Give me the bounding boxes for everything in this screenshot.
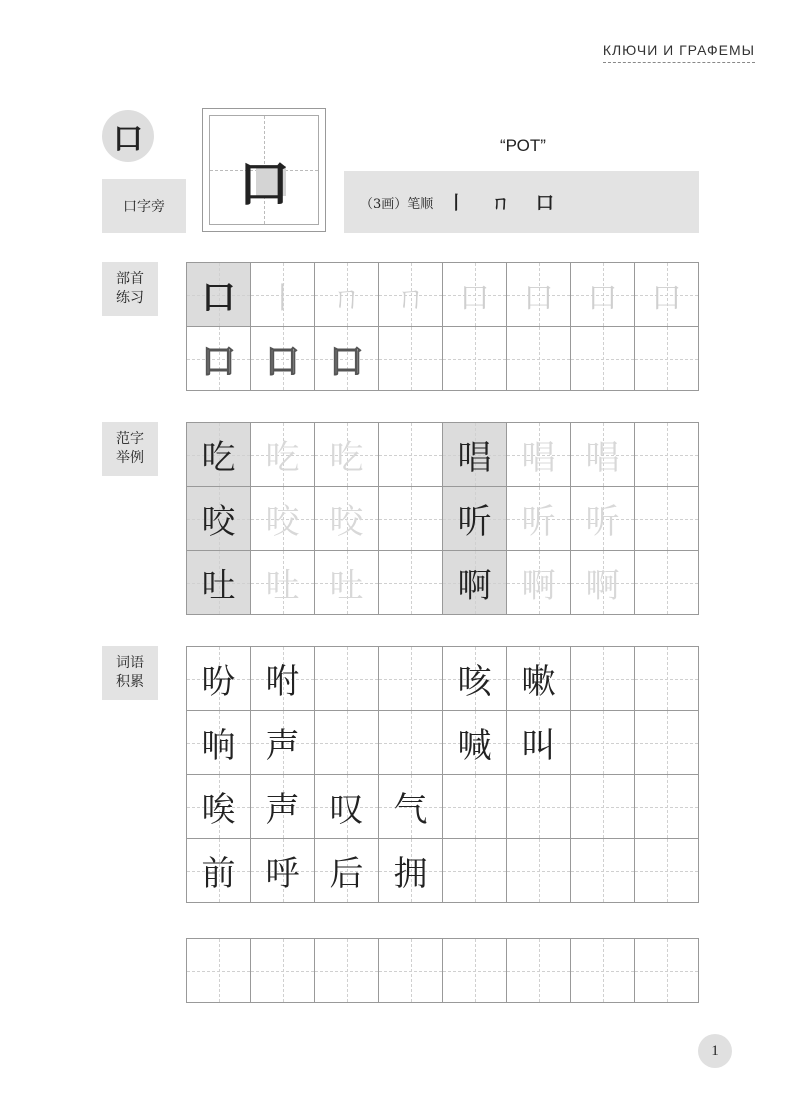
example-cell-trace (315, 423, 379, 487)
radical-glyph-large: 口 (237, 154, 290, 215)
example-cell-trace (251, 487, 315, 551)
vocabulary-cell (315, 775, 379, 839)
cell-character: 叹 (329, 790, 364, 830)
radical-name: 口字旁 (123, 199, 165, 215)
practice-cell-main (187, 263, 251, 327)
cell-character: 啊 (457, 566, 492, 606)
cell-character: 响 (201, 726, 236, 766)
vocabulary-cell-empty (315, 647, 379, 711)
blank-practice-grid (186, 938, 699, 1003)
blank-cell (507, 939, 571, 1003)
vocabulary-cell (187, 647, 251, 711)
vocabulary-cell-empty (443, 775, 507, 839)
example-cell-empty (379, 487, 443, 551)
practice-cell-outline (315, 327, 379, 391)
radical-practice-grid (186, 262, 699, 391)
cell-character: 气 (393, 790, 428, 830)
example-cell-trace (507, 487, 571, 551)
cell-character: 口 (459, 280, 490, 316)
cell-character: 啊 (521, 566, 556, 606)
cell-character: 吐 (201, 566, 236, 606)
cell-character: 咳 (457, 662, 492, 702)
example-cell-main (443, 551, 507, 615)
cell-character: 声 (265, 726, 300, 766)
cell-character: 吃 (265, 438, 300, 478)
cell-character: 咬 (265, 502, 300, 542)
cell-character: ㄇ (395, 280, 426, 316)
practice-cell-empty (571, 327, 635, 391)
blank-cell (635, 939, 699, 1003)
stroke-order-bar (344, 171, 699, 233)
practice-cell-stroke (315, 263, 379, 327)
vocabulary-cell-empty (571, 711, 635, 775)
cell-character: 拥 (393, 854, 428, 894)
example-cell-main (187, 551, 251, 615)
example-cell-empty (379, 423, 443, 487)
cell-character: 唉 (201, 790, 236, 830)
cell-character: 唱 (457, 438, 492, 478)
example-cell-trace (251, 423, 315, 487)
practice-cell-stroke (251, 263, 315, 327)
practice-cell-stroke (571, 263, 635, 327)
vocabulary-cell-empty (507, 775, 571, 839)
cell-character: 叫 (521, 726, 556, 766)
vocabulary-cell-empty (635, 647, 699, 711)
vocabulary-cell (251, 775, 315, 839)
cell-character: 咐 (265, 662, 300, 702)
blank-cell (251, 939, 315, 1003)
example-cell-empty (635, 423, 699, 487)
vocabulary-cell (443, 711, 507, 775)
vocabulary-cell-empty (571, 839, 635, 903)
practice-cell-stroke (507, 263, 571, 327)
page-number: 1 (698, 1034, 732, 1068)
section-label-examples: 范字 举例 (102, 422, 158, 476)
vocabulary-cell-empty (571, 647, 635, 711)
cell-character: 丨 (267, 280, 298, 316)
radical-character: 口 (113, 122, 143, 157)
cell-character: 口 (201, 342, 236, 382)
blank-cell (187, 939, 251, 1003)
example-cell-trace (315, 551, 379, 615)
cell-character: 唱 (521, 438, 556, 478)
cell-character: 声 (265, 790, 300, 830)
blank-cell (443, 939, 507, 1003)
example-cell-trace (571, 551, 635, 615)
cell-character: 啊 (585, 566, 620, 606)
vocabulary-cell-empty (315, 711, 379, 775)
cell-character: 咬 (329, 502, 364, 542)
practice-cell-empty (507, 327, 571, 391)
vocabulary-cell-empty (379, 647, 443, 711)
vocabulary-cell (251, 711, 315, 775)
cell-character: 口 (329, 342, 364, 382)
vocabulary-cell (251, 839, 315, 903)
stroke-count-label: （3画）笔顺 (360, 196, 434, 212)
cell-character: 听 (457, 502, 492, 542)
practice-cell-outline (251, 327, 315, 391)
vocabulary-cell (507, 711, 571, 775)
example-cell-trace (571, 423, 635, 487)
practice-cell-empty (443, 327, 507, 391)
cell-character: 口 (201, 278, 236, 318)
vocabulary-cell-empty (635, 775, 699, 839)
vocabulary-cell (507, 647, 571, 711)
cell-character: 口 (523, 280, 554, 316)
vocabulary-cell-empty (635, 711, 699, 775)
cell-character: 吃 (201, 438, 236, 478)
example-characters-grid (186, 422, 699, 615)
cell-character: 唱 (585, 438, 620, 478)
cell-character: 听 (585, 502, 620, 542)
radical-circle (102, 110, 154, 162)
example-cell-main (187, 423, 251, 487)
cell-character: 呼 (265, 854, 300, 894)
vocabulary-cell-empty (571, 775, 635, 839)
cell-character: 口 (265, 342, 300, 382)
example-cell-trace (507, 551, 571, 615)
practice-cell-stroke (443, 263, 507, 327)
header-title: КЛЮЧИ И ГРАФЕМЫ (603, 42, 755, 63)
vocabulary-cell-empty (443, 839, 507, 903)
example-cell-empty (379, 551, 443, 615)
cell-character: 口 (651, 280, 682, 316)
vocabulary-cell (187, 711, 251, 775)
practice-cell-stroke (635, 263, 699, 327)
cell-character: 吐 (329, 566, 364, 606)
stroke-order: 丨 ㄇ 口 (447, 193, 564, 214)
cell-character: 后 (329, 854, 364, 894)
example-cell-trace (507, 423, 571, 487)
vocabulary-cell (251, 647, 315, 711)
vocabulary-cell (315, 839, 379, 903)
vocabulary-grid (186, 646, 699, 903)
example-cell-trace (315, 487, 379, 551)
section-label-radical-practice: 部首 练习 (102, 262, 158, 316)
example-cell-empty (635, 487, 699, 551)
practice-cell-outline (187, 327, 251, 391)
example-cell-trace (571, 487, 635, 551)
practice-cell-empty (379, 327, 443, 391)
cell-character: ㄇ (331, 280, 362, 316)
practice-cell-stroke (379, 263, 443, 327)
vocabulary-cell-empty (507, 839, 571, 903)
vocabulary-cell (379, 775, 443, 839)
vocabulary-cell-empty (635, 839, 699, 903)
radical-meaning: “РОТ” (500, 136, 546, 155)
cell-character: 吩 (201, 662, 236, 702)
example-cell-empty (635, 551, 699, 615)
practice-cell-empty (635, 327, 699, 391)
blank-cell (571, 939, 635, 1003)
section-label-vocabulary: 词语 积累 (102, 646, 158, 700)
blank-cell (379, 939, 443, 1003)
cell-character: 吐 (265, 566, 300, 606)
vocabulary-cell (187, 839, 251, 903)
cell-character: 咬 (201, 502, 236, 542)
radical-display-box (202, 108, 326, 232)
vocabulary-cell (187, 775, 251, 839)
radical-name-box (102, 179, 186, 233)
cell-character: 听 (521, 502, 556, 542)
cell-character: 吃 (329, 438, 364, 478)
vocabulary-cell (443, 647, 507, 711)
blank-cell (315, 939, 379, 1003)
vocabulary-cell (379, 839, 443, 903)
example-cell-main (187, 487, 251, 551)
example-cell-trace (251, 551, 315, 615)
vocabulary-cell-empty (379, 711, 443, 775)
cell-character: 口 (587, 280, 618, 316)
cell-character: 喊 (457, 726, 492, 766)
cell-character: 嗽 (521, 662, 556, 702)
cell-character: 前 (201, 854, 236, 894)
example-cell-main (443, 423, 507, 487)
example-cell-main (443, 487, 507, 551)
